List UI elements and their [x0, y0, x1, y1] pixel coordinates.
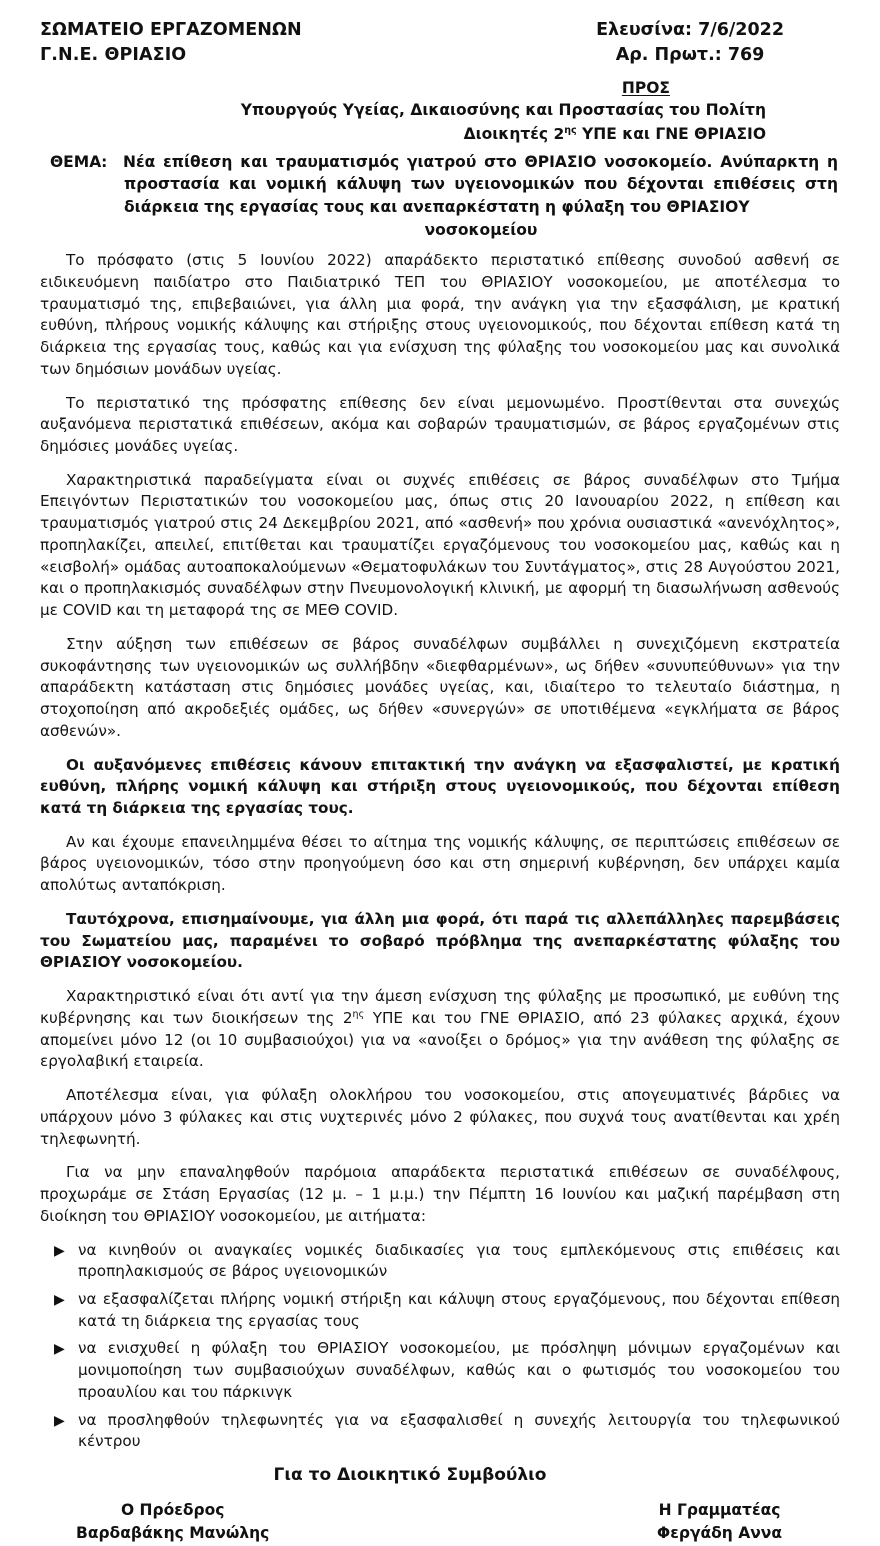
paragraph-5-emphasis: Οι αυξανόμενες επιθέσεις κάνουν επιτακτική την ανάγκη να εξασφαλιστεί, με κρατική ευθύνη, πλήρης νομική κάλυψη και στήριξη στους υγειονομικούς, που δέχονται επίθεση κατά τη διάρκεια της εργασίας τους. [40, 755, 840, 818]
subject-line-1 [50, 151, 838, 174]
paragraph-3: Χαρακτηριστικά παραδείγματα είναι οι συχνές επιθέσεις σε βάρος συναδέλφων στο Τμήμα Επειγόντων Περιστατικών του νοσοκομείου μας, όπως στις 20 Ιανουαρίου 2022, η επίθεση και τραυματισμός γιατρού στις 24 Δεκεμβρίου 2021, από «ασθενή» που χρόνια ουσιαστικά «ανενόχλητος», προπηλακίζει, απειλεί, επιτίθεται και τραυματίζει εργαζόμενους του νοσοκομείου μας, καθώς και η «εισβολή» ομάδας αυτοαποκαλούμενων «Θεματοφυλάκων του Συντάγματος», στις 28 Αυγούστου 2021, και ο προπηλακισμός συναδέλφων στην Πνευμονολογική κλινική, με αφορμή τη διασωλήνωση ασθενούς με COVID και τη μεταφορά της σε ΜΕΘ COVID. [40, 470, 840, 620]
secretary-role: Η Γραμματέας [658, 1501, 781, 1520]
paragraph-6: Αν και έχουμε επανειλημμένα θέσει το αίτημα της νομικής κάλυψης, σε περιπτώσεις επιθέσεων σε βάρος υγειονομικών, τόσο στην προηγούμενη όσο και στη σημερινή κυβέρνηση, δεν υπάρχει καμία απολύτως ανταπόκριση. [40, 832, 840, 895]
letterhead [40, 18, 840, 68]
demands-list [40, 1240, 840, 1454]
demand-text: να κινηθούν οι αναγκαίες νομικές διαδικασίες για τους εμπλεκόμενους στις επιθέσεις και προπηλακισμούς σε βάρος υγειονομικών [78, 1240, 840, 1281]
triangle-bullet-icon: ▶ [54, 1242, 65, 1259]
demand-text: να εξασφαλίζεται πλήρης νομική στήριξη και κάλυψη στους εργαζόμενους, που δέχονται επίθεση κατά τη διάρκεια της εργασίας τους [78, 1289, 840, 1330]
place-and-date: Ελευσίνα: 7/6/2022 [596, 20, 784, 40]
president-name: Βαρδαβάκης Μανώλης [76, 1524, 270, 1543]
list-item [40, 1289, 840, 1332]
subject-label: ΘΕΜΑ: [50, 152, 108, 171]
triangle-bullet-icon: ▶ [54, 1412, 65, 1429]
ordinal-suffix: ης [352, 1008, 365, 1020]
triangle-bullet-icon: ▶ [54, 1341, 65, 1358]
recipient-line-1: Υπουργούς Υγείας, Δικαιοσύνης και Προστασίας του Πολίτη [240, 100, 766, 119]
paragraph-7-emphasis: Ταυτόχρονα, επισημαίνουμε, για άλλη μια φορά, ότι παρά τις αλλεπάλληλες παρεμβάσεις του Σωματείου μας, παραμένει το σοβαρό πρόβλημα της ανεπαρκέστατης φύλαξης του ΘΡΙΑΣΙΟΥ νοσοκομείου. [40, 909, 840, 972]
organization-line-2: Γ.Ν.Ε. ΘΡΙΑΣΙΟ [40, 44, 187, 65]
paragraph-9: Αποτέλεσμα είναι, για φύλαξη ολοκλήρου του νοσοκομείου, στις απογευματινές βάρδιες να υπάρχουν μόνο 3 φύλακες και στις νυχτερινές μόνο 2 φύλακες, που συχνά τους ανατίθενται και χρέη τηλεφωνητή. [40, 1086, 840, 1148]
recipient-line-2-prefix: Διοικητές 2 [463, 125, 565, 144]
document-meta-block [596, 18, 840, 68]
paragraph-1: Το πρόσφατο (στις 5 Ιουνίου 2022) απαράδεκτο περιστατικό επίθεσης συνοδού ασθενή σε ειδικευόμενη παιδίατρο στο Παιδιατρικό ΤΕΠ του ΘΡΙΑΣΙΟΥ νοσοκομείου, με αποτέλεσμα το τραυματισμό της, επιβεβαιώνει, για άλλη μια φορά, την ανάγκη για την εξασφάλιση, με κρατική ευθύνη, πλήρους νομικής κάλυψης και στήριξης στους υγειονομικούς, που δέχονται επίθεση κατά τη διάρκεια της εργασίας τους, καθώς και για ενίσχυση της φύλαξης του νοσοκομείου μας και συνολικά των δημόσιων μονάδων υγείας. [40, 251, 840, 378]
protocol-number: Αρ. Πρωτ.: 769 [615, 44, 765, 65]
president-signature [76, 1499, 269, 1546]
recipients-block [40, 78, 840, 146]
paragraph-8-part-1: Χαρακτηριστικό είναι ότι αντί για την άμεση ενίσχυση της φύλαξης με προσωπικό, με ευθύνη της κυβέρνησης και των διοικήσεων της 2 [40, 987, 840, 1027]
list-item [40, 1338, 840, 1403]
paragraph-8 [40, 986, 840, 1073]
subject-block [40, 151, 840, 242]
board-signature-heading: Για το Διοικητικό Συμβούλιο [273, 1465, 547, 1486]
recipient-line-2 [40, 123, 766, 145]
paragraph-10: Για να μην επαναληφθούν παρόμοια απαράδεκτα περιστατικά επιθέσεων σε συναδέλφους, προχωράμε σε Στάση Εργασίας (12 μ. – 1 μ.μ.) την Πέμπτη 16 Ιουνίου και μαζική παρέμβαση στη διοίκηση του ΘΡΙΑΣΙΟΥ νοσοκομείου, με αιτήματα: [40, 1163, 840, 1225]
demand-text: να προσληφθούν τηλεφωνητές για να εξασφαλισθεί η συνεχής λειτουργία του τηλεφωνικού κέντρου [78, 1410, 840, 1451]
triangle-bullet-icon: ▶ [54, 1291, 65, 1308]
secretary-signature [657, 1499, 782, 1546]
subject-text-1: Νέα επίθεση και τραυματισμός γιατρού στο ΘΡΙΑΣΙΟ νοσοκομείο. Ανύπαρκτη η [123, 152, 839, 171]
recipient-line-2-suffix: ΥΠΕ και ΓΝΕ ΘΡΙΑΣΙΟ [576, 125, 766, 144]
president-role: Ο Πρόεδρος [120, 1501, 225, 1520]
subject-line-2: προστασία και νομική κάλυψη των υγειονομικών που δέχονται επιθέσεις στη [124, 175, 838, 194]
subject-line-3: διάρκεια της εργασίας τους και ανεπαρκέστατη η φύλαξη του ΘΡΙΑΣΙΟΥ νοσοκομείου [124, 197, 750, 239]
paragraph-2: Το περιστατικό της πρόσφατης επίθεσης δεν είναι μεμονωμένο. Προστίθενται στα συνεχώς αυξανόμενα περιστατικά επιθέσεων, ακόμα και σοβαρών τραυματισμών, σε βάρος εργαζομένων στις δημόσιες μονάδες υγείας. [40, 393, 840, 455]
organization-line-1: ΣΩΜΑΤΕΙΟ ΕΡΓΑΖΟΜΕΝΩΝ [40, 20, 302, 40]
recipients-heading: ΠΡΟΣ [621, 78, 670, 97]
paragraph-8-part-2: ΥΠΕ και του ΓΝΕ ΘΡΙΑΣΙΟ, από 23 φύλακες αρχικά, έχουν απομείνει μόνο 12 (οι 10 συμβασιούχοι) για να «ανοίξει ο δρόμος» για την ανάθεση της φύλαξης σε εργολαβική εταιρεία. [40, 1008, 841, 1071]
ordinal-suffix: ης [564, 125, 577, 136]
body-text [40, 250, 840, 1227]
signature-block [40, 1499, 840, 1546]
demand-text: να ενισχυθεί η φύλαξη του ΘΡΙΑΣΙΟΥ νοσοκομείου, με πρόσληψη μόνιμων εργαζομένων και μονιμοποίηση των συμβασιούχων συναδέλφων, καθώς και ο φωτισμός του νοσοκομείου του προαυλίου και του πάρκινγκ [78, 1339, 840, 1401]
paragraph-4: Στην αύξηση των επιθέσεων σε βάρος συναδέλφων συμβάλλει η συνεχιζόμενη εκστρατεία συκοφάντησης των υγειονομικών ως συλλήβδην «διεφθαρμένων», ως δήθεν «συνυπεύθυνων» για την απαράδεκτη κατάσταση στις δημόσιες μονάδες υγείας, και, ιδιαίτερο το τελευταίο διάστημα, η στοχοποίηση από ακροδεξιές ομάδες, ως δήθεν «συνεργών» σε υποτιθέμενα «εγκλήματα σε βάρος ασθενών». [40, 634, 840, 740]
organization-block [40, 18, 302, 68]
secretary-name: Φεργάδη Αννα [657, 1524, 782, 1543]
list-item [40, 1240, 840, 1283]
list-item [40, 1410, 840, 1453]
